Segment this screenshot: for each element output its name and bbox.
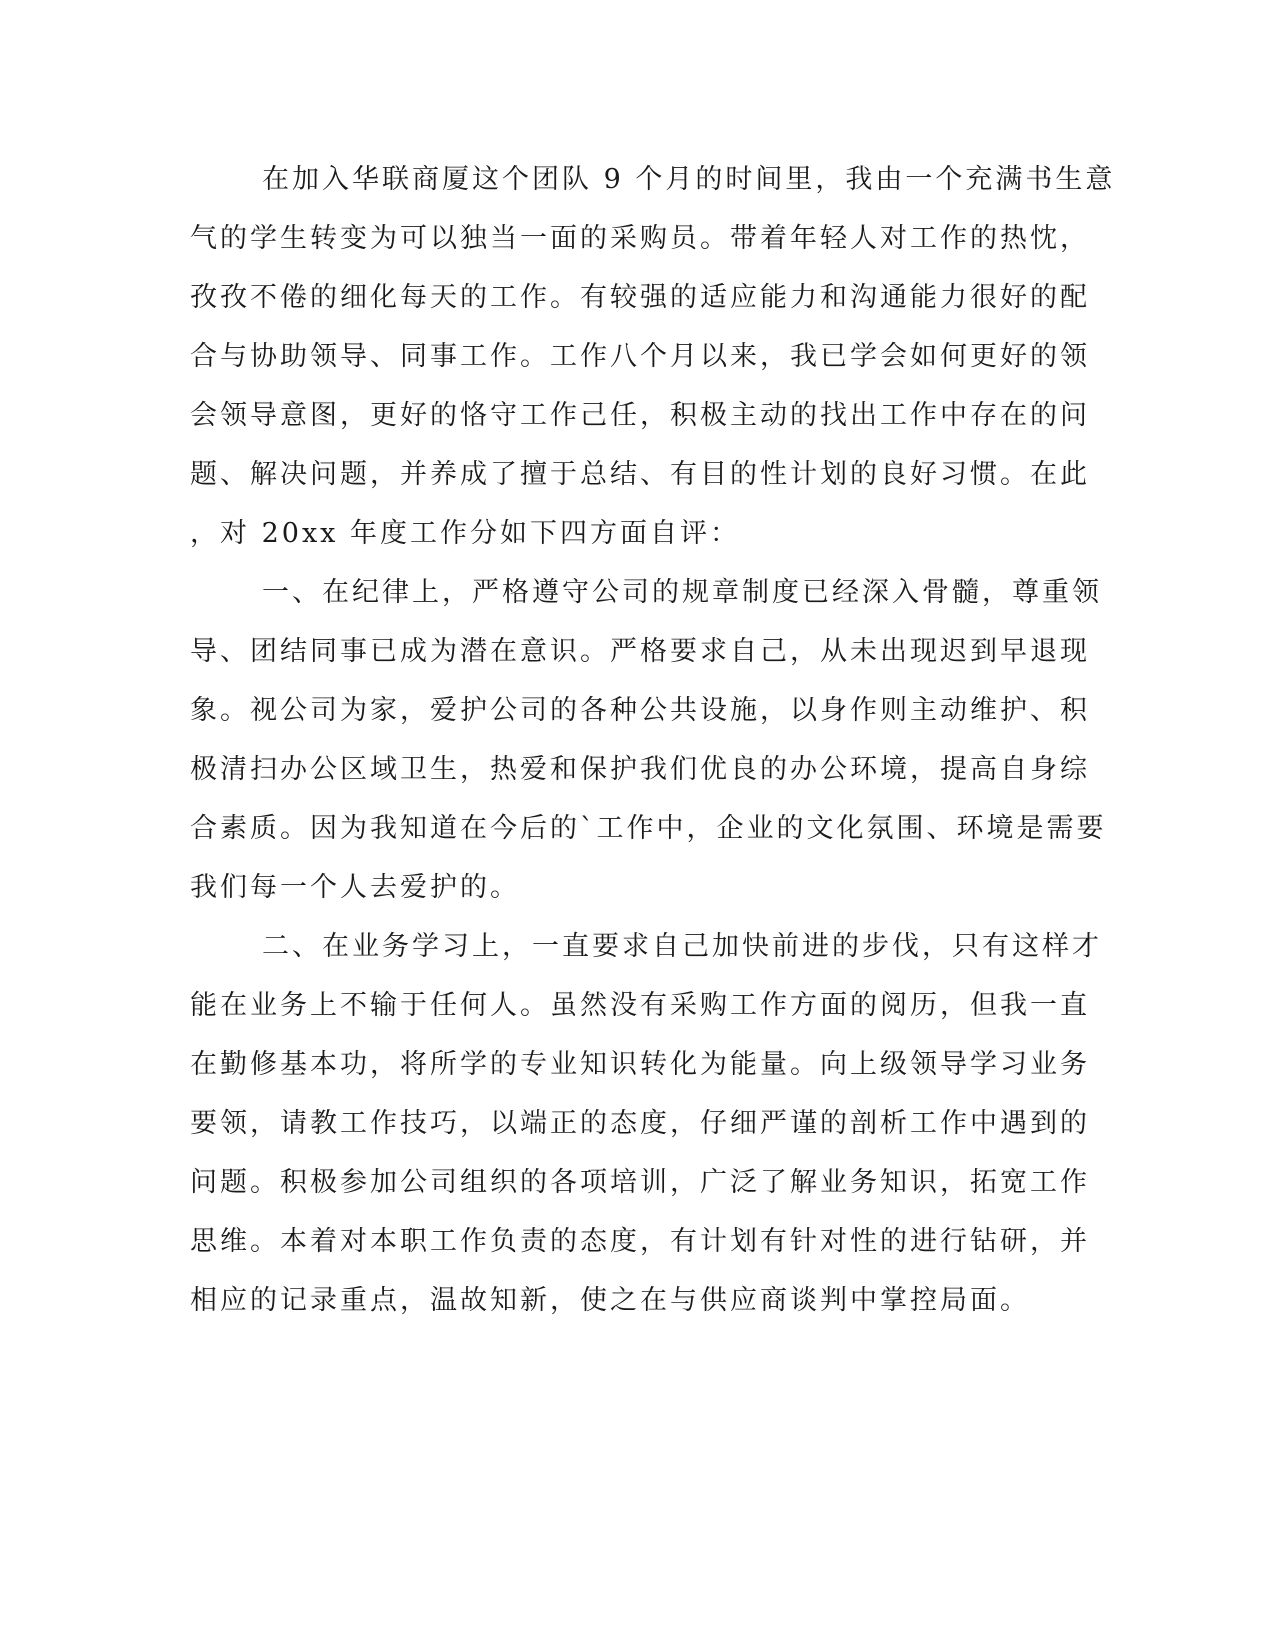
paragraph-1-line-7: ，对 20xx 年度工作分如下四方面自评： [190, 518, 740, 549]
paragraph-1-line-5: 会领导意图，更好的恪守工作己任，积极主动的找出工作中存在的问 [190, 400, 1090, 431]
paragraph-3-line-1: 二、在业务学习上，一直要求自己加快前进的步伐，只有这样才 [262, 931, 1102, 962]
paragraph-3-line-4: 要领，请教工作技巧，以端正的态度，仔细严谨的剖析工作中遇到的 [190, 1108, 1090, 1139]
paragraph-3-line-5: 问题。积极参加公司组织的各项培训，广泛了解业务知识，拓宽工作 [190, 1167, 1090, 1198]
paragraph-2-line-6: 我们每一个人去爱护的。 [190, 872, 520, 903]
paragraph-2-line-5: 合素质。因为我知道在今后的`工作中，企业的文化氛围、环境是需要 [190, 813, 1107, 844]
paragraph-3-line-3: 在勤修基本功，将所学的专业知识转化为能量。向上级领导学习业务 [190, 1049, 1090, 1080]
paragraph-2-line-2: 导、团结同事已成为潜在意识。严格要求自己，从未出现迟到早退现 [190, 636, 1090, 667]
paragraph-2-line-4: 极清扫办公区域卫生，热爱和保护我们优良的办公环境，提高自身综 [190, 754, 1090, 785]
paragraph-1-line-2: 气的学生转变为可以独当一面的采购员。带着年轻人对工作的热忱， [190, 223, 1090, 254]
paragraph-1-line-3: 孜孜不倦的细化每天的工作。有较强的适应能力和沟通能力很好的配 [190, 282, 1090, 313]
paragraph-1-line-1: 在加入华联商厦这个团队 9 个月的时间里，我由一个充满书生意 [262, 164, 1116, 195]
paragraph-3-line-6: 思维。本着对本职工作负责的态度，有计划有针对性的进行钻研，并 [190, 1226, 1090, 1257]
paragraph-1-line-6: 题、解决问题，并养成了擅于总结、有目的性计划的良好习惯。在此 [190, 459, 1090, 490]
paragraph-3-line-7: 相应的记录重点，温故知新，使之在与供应商谈判中掌控局面。 [190, 1285, 1030, 1316]
paragraph-2-line-1: 一、在纪律上，严格遵守公司的规章制度已经深入骨髓，尊重领 [262, 577, 1102, 608]
paragraph-2-line-3: 象。视公司为家，爱护公司的各种公共设施，以身作则主动维护、积 [190, 695, 1090, 726]
paragraph-3-line-2: 能在业务上不输于任何人。虽然没有采购工作方面的阅历，但我一直 [190, 990, 1090, 1021]
paragraph-1-line-4: 合与协助领导、同事工作。工作八个月以来，我已学会如何更好的领 [190, 341, 1090, 372]
